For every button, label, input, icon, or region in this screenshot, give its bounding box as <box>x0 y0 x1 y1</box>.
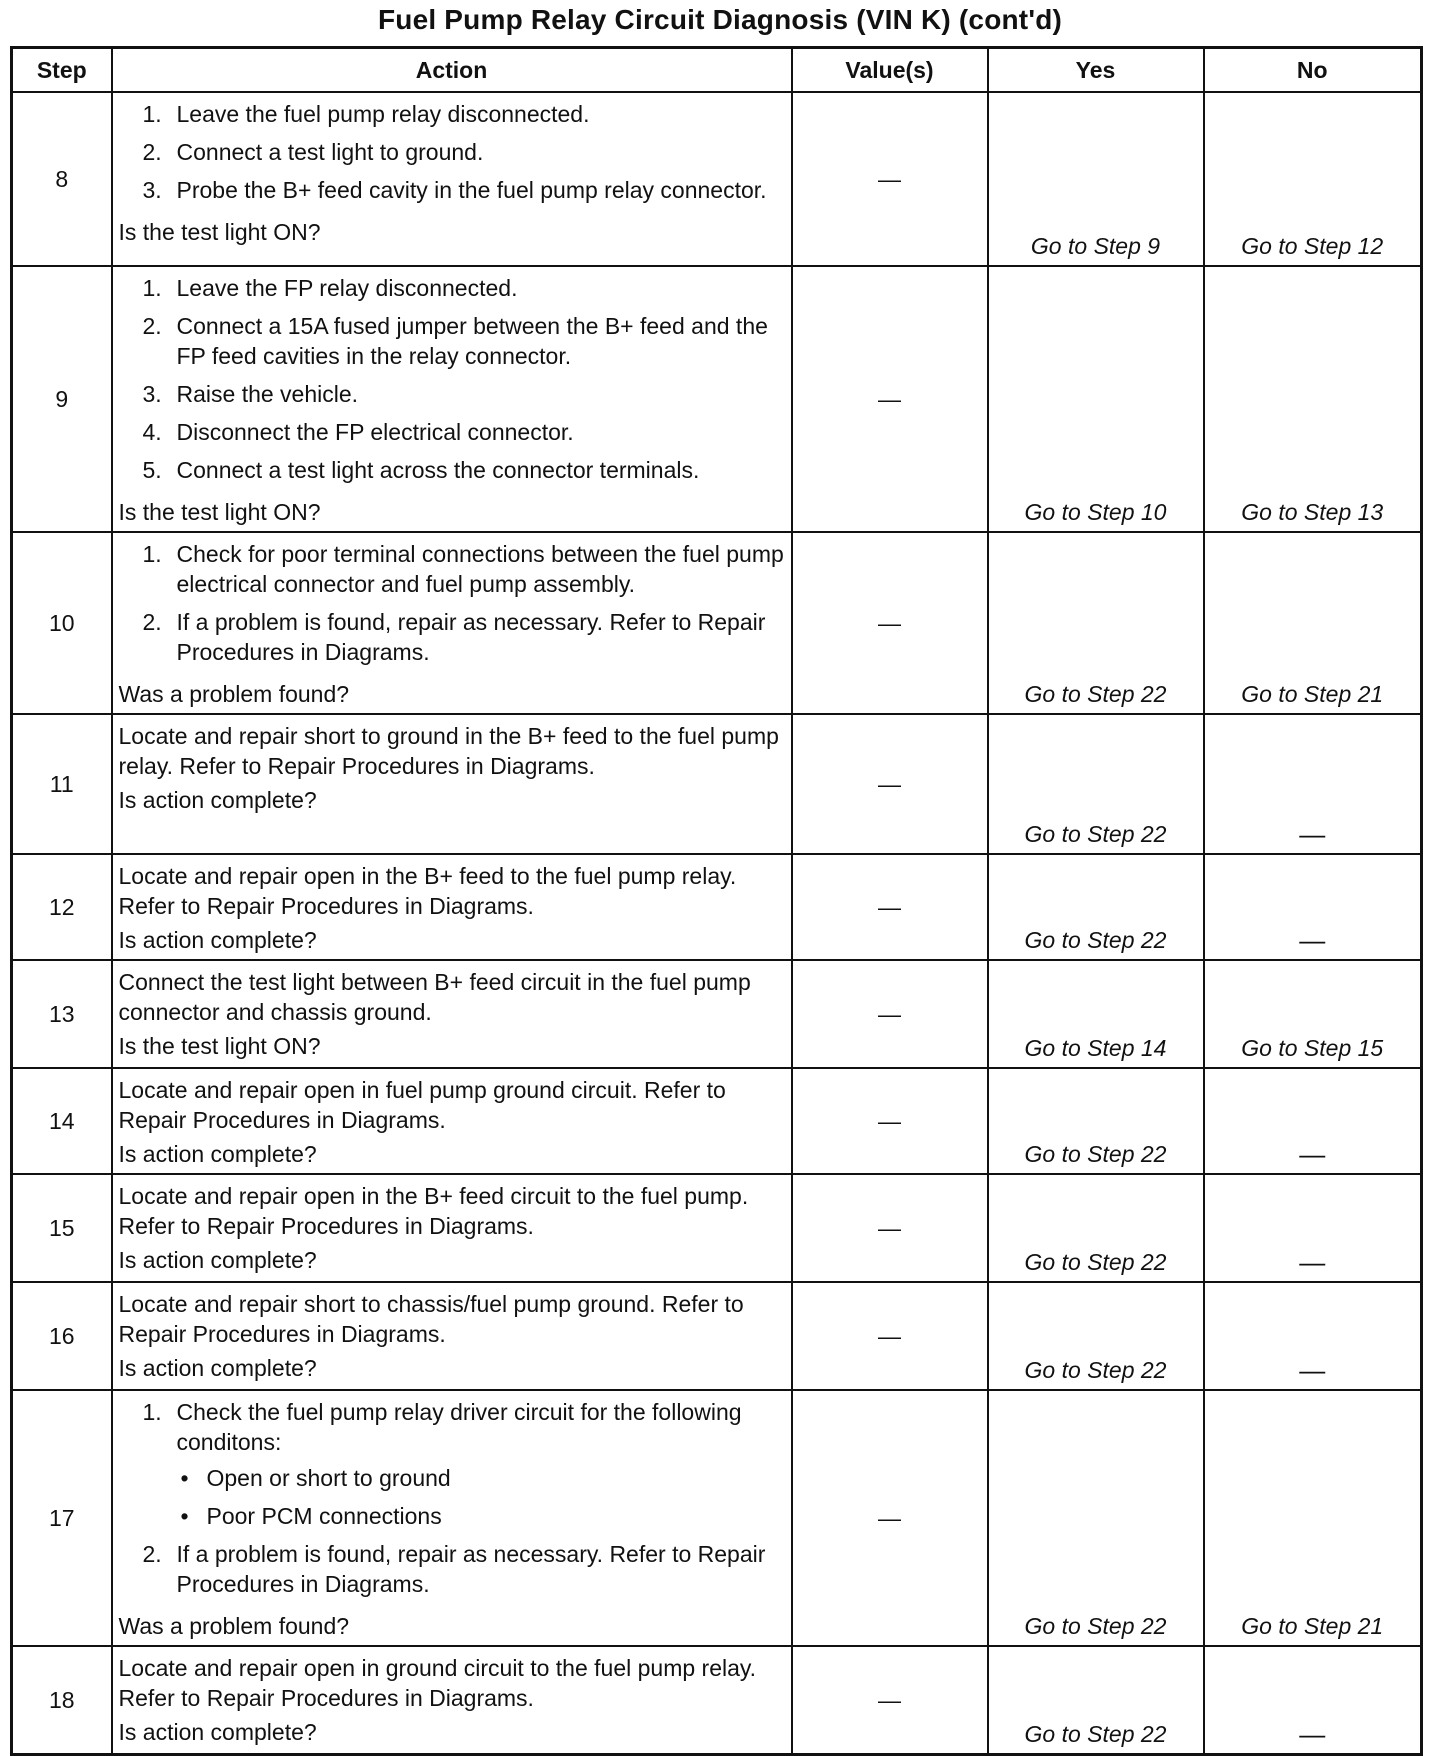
no-cell: Go to Step 21 <box>1204 532 1422 714</box>
list-item: 2. If a problem is found, repair as necessary. Refer to Repair Procedures in Diagrams. <box>142 1541 766 1597</box>
table-row <box>12 532 1422 714</box>
action-cell <box>112 266 792 532</box>
question-text: Was a problem found? <box>118 1613 350 1639</box>
action-cell <box>112 1646 792 1754</box>
header-no: No <box>1204 48 1422 93</box>
action-cell <box>112 1174 792 1282</box>
action-cell <box>112 854 792 960</box>
table-row <box>12 1068 1422 1174</box>
action-cell <box>112 1282 792 1390</box>
yes-cell: Go to Step 22 <box>988 1390 1204 1646</box>
list-item: 1. Check the fuel pump relay driver circuit for the following conditons: • Open or short to ground • Poor PCM connections <box>177 1397 785 1531</box>
value-cell: — <box>792 1174 988 1282</box>
value-cell: — <box>792 854 988 960</box>
yes-cell: Go to Step 22 <box>988 532 1204 714</box>
no-cell: — <box>1204 1174 1422 1282</box>
action-text: Locate and repair short to chassis/fuel pump ground. Refer to Repair Procedures in Diagrams. <box>118 1291 744 1347</box>
value-cell: — <box>792 1068 988 1174</box>
action-cell <box>112 960 792 1068</box>
action-cell <box>112 1068 792 1174</box>
value-cell: — <box>792 1390 988 1646</box>
list-item: 3. Probe the B+ feed cavity in the fuel pump relay connector. <box>142 177 767 203</box>
step-number: 8 <box>12 92 112 266</box>
value-cell: — <box>792 1282 988 1390</box>
question-text: Is action complete? <box>118 1355 317 1381</box>
table-row <box>12 92 1422 266</box>
bullet-item: • Open or short to ground <box>180 1465 451 1491</box>
no-cell: — <box>1204 1068 1422 1174</box>
no-cell: Go to Step 13 <box>1204 266 1422 532</box>
step-number: 17 <box>12 1390 112 1646</box>
yes-cell: Go to Step 22 <box>988 854 1204 960</box>
question-text: Is action complete? <box>118 1247 317 1273</box>
header-action: Action <box>112 48 792 93</box>
yes-cell: Go to Step 22 <box>988 1646 1204 1754</box>
header-row <box>12 48 1422 93</box>
question-text: Was a problem found? <box>118 681 350 707</box>
action-cell <box>112 532 792 714</box>
action-text: Locate and repair short to ground in the B+ feed to the fuel pump relay. Refer to Repair Procedures in Diagrams. <box>118 723 779 779</box>
question-text: Is action complete? <box>118 787 317 813</box>
yes-cell: Go to Step 22 <box>988 1068 1204 1174</box>
list-item: 3. Raise the vehicle. <box>142 381 359 407</box>
list-item: 1. Leave the FP relay disconnected. <box>142 275 518 301</box>
step-number: 12 <box>12 854 112 960</box>
no-cell: Go to Step 12 <box>1204 92 1422 266</box>
no-cell: — <box>1204 1646 1422 1754</box>
action-text: Locate and repair open in ground circuit to the fuel pump relay. Refer to Repair Procedures in Diagrams. <box>118 1655 757 1711</box>
list-item: 2. Connect a 15A fused jumper between the B+ feed and the FP feed cavities in the relay connector. <box>142 313 768 369</box>
table-row <box>12 1174 1422 1282</box>
question-text: Is action complete? <box>118 1141 317 1167</box>
table-row <box>12 1282 1422 1390</box>
diagnosis-table <box>10 46 1423 1756</box>
table-row <box>12 854 1422 960</box>
header-values: Value(s) <box>792 48 988 93</box>
step-number: 11 <box>12 714 112 854</box>
question-text: Is the test light ON? <box>118 499 321 525</box>
step-number: 16 <box>12 1282 112 1390</box>
yes-cell: Go to Step 22 <box>988 1282 1204 1390</box>
no-cell: — <box>1204 1282 1422 1390</box>
action-text: Locate and repair open in the B+ feed to the fuel pump relay. Refer to Repair Procedures in Diagrams. <box>118 863 737 919</box>
table-row <box>12 1646 1422 1754</box>
table-row <box>12 266 1422 532</box>
yes-cell: Go to Step 14 <box>988 960 1204 1068</box>
value-cell: — <box>792 92 988 266</box>
table-row <box>12 714 1422 854</box>
list-item: 1. Leave the fuel pump relay disconnected. <box>142 101 590 127</box>
action-text: Connect the test light between B+ feed circuit in the fuel pump connector and chassis ground. <box>118 969 751 1025</box>
yes-cell: Go to Step 22 <box>988 1174 1204 1282</box>
step-number: 14 <box>12 1068 112 1174</box>
question-text: Is action complete? <box>118 927 317 953</box>
no-cell: Go to Step 15 <box>1204 960 1422 1068</box>
yes-cell: Go to Step 9 <box>988 92 1204 266</box>
page-title: Fuel Pump Relay Circuit Diagnosis (VIN K) (cont'd) <box>377 4 1063 35</box>
table-row <box>12 1390 1422 1646</box>
no-cell: — <box>1204 854 1422 960</box>
header-step: Step <box>12 48 112 93</box>
header-yes: Yes <box>988 48 1204 93</box>
question-text: Is action complete? <box>118 1719 317 1745</box>
action-cell <box>112 714 792 854</box>
value-cell: — <box>792 532 988 714</box>
step-number: 9 <box>12 266 112 532</box>
step-number: 18 <box>12 1646 112 1754</box>
action-cell <box>112 92 792 266</box>
step-number: 15 <box>12 1174 112 1282</box>
bullet-item: • Poor PCM connections <box>180 1503 442 1529</box>
table-row <box>12 960 1422 1068</box>
step-number: 13 <box>12 960 112 1068</box>
value-cell: — <box>792 714 988 854</box>
list-item: 5. Connect a test light across the connector terminals. <box>142 457 700 483</box>
no-cell: Go to Step 21 <box>1204 1390 1422 1646</box>
yes-cell: Go to Step 22 <box>988 714 1204 854</box>
action-text: Locate and repair open in the B+ feed circuit to the fuel pump. Refer to Repair Procedures in Diagrams. <box>118 1183 749 1239</box>
action-text: Locate and repair open in fuel pump ground circuit. Refer to Repair Procedures in Diagrams. <box>118 1077 726 1133</box>
value-cell: — <box>792 1646 988 1754</box>
value-cell: — <box>792 266 988 532</box>
list-item: 2. Connect a test light to ground. <box>142 139 484 165</box>
list-item: 4. Disconnect the FP electrical connector. <box>142 419 574 445</box>
yes-cell: Go to Step 10 <box>988 266 1204 532</box>
value-cell: — <box>792 960 988 1068</box>
action-cell <box>112 1390 792 1646</box>
step-number: 10 <box>12 532 112 714</box>
no-cell: — <box>1204 714 1422 854</box>
list-item: 2. If a problem is found, repair as necessary. Refer to Repair Procedures in Diagrams. <box>142 609 766 665</box>
question-text: Is the test light ON? <box>118 1033 321 1059</box>
question-text: Is the test light ON? <box>118 219 321 245</box>
list-item: 1. Check for poor terminal connections between the fuel pump electrical connector and fuel pump assembly. <box>142 541 784 597</box>
